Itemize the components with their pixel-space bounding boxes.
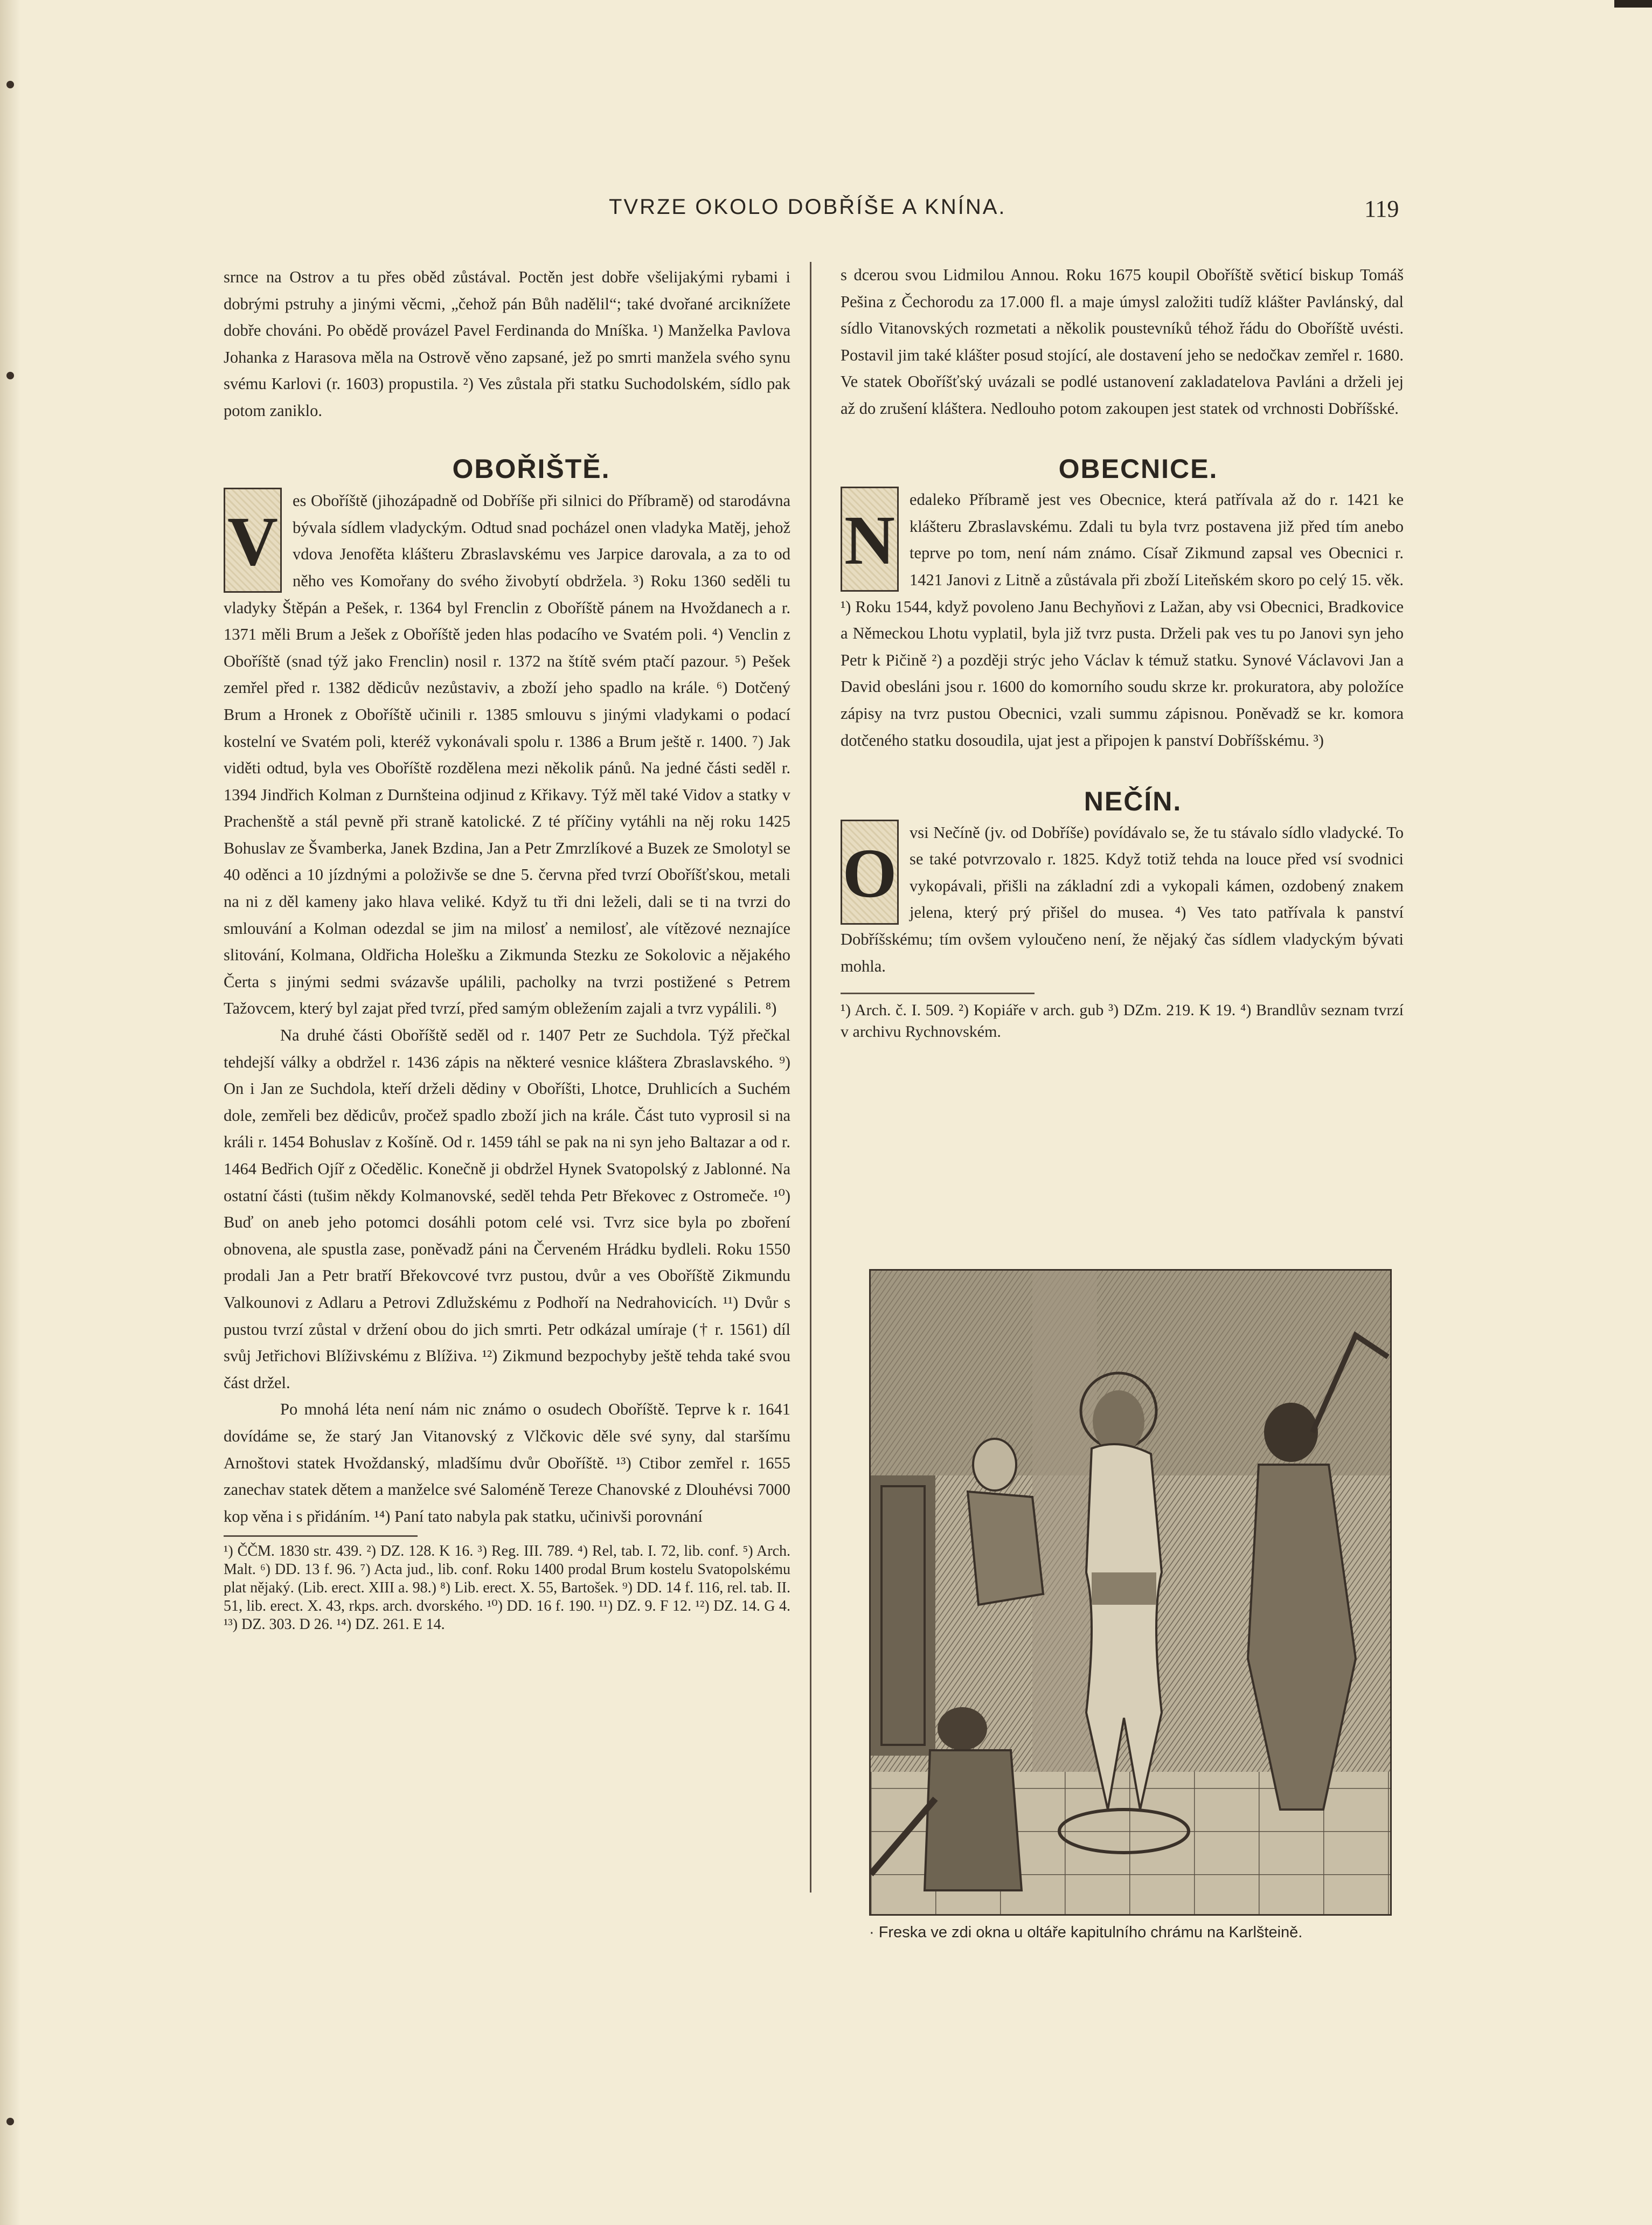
footnote-rule: [224, 1535, 418, 1537]
left-column: [224, 264, 790, 1634]
section-oboriste: [224, 453, 790, 1530]
right-column: [841, 262, 1404, 1043]
fresco-illustration: [869, 1269, 1392, 1916]
right-footnote-text: ¹) Arch. č. I. 509. ²) Kopiáře v arch. gub ³) DZm. 219. K 19. ⁴) Brandlův seznam tvrzí v archivu Rychnovském.: [841, 1001, 1404, 1041]
right-footnotes: [841, 993, 1404, 1043]
footnote-rule: [841, 993, 1035, 994]
decorated-initial-v: V: [224, 488, 282, 593]
oboriste-paragraph-2: Na druhé části Oboříště seděl od r. 1407 Petr ze Suchdola. Týž přečkal tehdejší války a obdržel r. 1436 zápis na některé vesnice kláštera Zbraslavského. ⁹) On i Jan ze Suchdola, kteří drželi dědiny v Oboříšti, Lhotce, Druhlicích a Suchém dole, zemřeli bez dědicův, pročež spadlo zboží jich na krále. Část tuto vyprosil si na králi r. 1454 Bohuslav z Košíně. Od r. 1459 táhl se pak na ni syn jeho Baltazar a od r. 1464 Bedřich Ojíř z Očedělic. Konečně ji obdržel Hynek Svatopolský z Jablonné. Na ostatní části (tušim někdy Kolmanovské, seděl tehda Petr Břekovec z Ostromeče. ¹⁰) Buď on aneb jeho potomci dosáhli potom celé vsi. Tvrz sice byla po zboření obnovena, ale spustla zase, poněvadž páni na Červeném Hrádku bydleli. Roku 1550 prodali Jan a Petr bratří Břekovcové tvrz pustou, dvůr a ves Oboříště Zikmundu Valkounovi z Adlaru a Petrovi Zdlužskému z Podhoří na Nedrahovicích. ¹¹) Dvůr s pustou tvrzí zůstal v držení obou do jich smrti. Petr odkázal umíraje († r. 1561) díl svůj Jetřichovi Blíživskému z Blíživa. ¹²) Zikmund bezpochyby ještě tehda také svou část držel.: [224, 1026, 790, 1392]
left-footnotes: [224, 1535, 790, 1634]
oboriste-paragraph-3: Po mnohá léta není nám nic známo o osudech Oboříště. Teprve k r. 1641 dovídáme se, že starý Jan Vitanovský z Vlčkovic děle své syny, dal staršímu Arnoštovi statek Hvoždanský, mladšímu dvůr Oboříště. ¹³) Ctibor zemřel r. 1655 zanechav statek dětem a manželce své Saloméně Tereze Chanovské z Dlouhévsi 7000 kop věna i s přidáním. ¹⁴) Paní tato nabyla pak statku, učinivši porovnání: [224, 1400, 790, 1526]
page-number: 119: [1364, 196, 1399, 222]
section-obecnice: [841, 453, 1404, 754]
intro-paragraph: srnce na Ostrov a tu přes oběd zůstával. Poctěn jest dobře všelijakými rybami i dobrými pstruhy a jinými věcmi, „čehož pán Bůh nadělil“; také dvořané arciknížete dobře chováni. Po obědě provázel Pavel Ferdinanda do Mníška. ¹) Manželka Pavlova Johanka z Harasova měla na Ostrově věno zapsané, jež po smrti manžela svého synu svému Karlovi (r. 1603) propustila. ²) Ves zůstala při statku Suchodolském, sídlo pak potom zaniklo.: [224, 268, 790, 420]
fresco-engraving: [871, 1271, 1390, 1914]
binding-mark: [6, 81, 14, 88]
column-divider: [810, 262, 811, 1893]
section-heading-oboriste: OBOŘIŠTĚ.: [452, 453, 610, 484]
right-intro-paragraph: s dcerou svou Lidmilou Annou. Roku 1675 koupil Oboříště světicí biskup Tomáš Pešina z Čechorodu za 17.000 fl. a maje úmysl založiti tudíž klášter Pavlánský, dal sídlo Vitanovských rozmetati a několik poustevníků téhož řádu do Oboříště uvésti. Postavil jim také klášter posud stojící, ale dostavení jeho se nedočkav zemřel r. 1680. Ve statek Oboříšťský uvázali se podlé ustanovení zakladatelova Pavláni a drželi jej až do zrušení kláštera. Nedlouho potom zakoupen jest statek od vrchnosti Dobříšské.: [841, 266, 1404, 418]
illustration-caption: · Freska ve zdi okna u oltáře kapitulního chrámu na Karlšteině.: [869, 1924, 1303, 1941]
binding-mark: [6, 2118, 14, 2125]
obecnice-paragraph: edaleko Příbramě jest ves Obecnice, která patřívala až do r. 1421 ke klášteru Zbraslavskému. Zdali tu byla tvrz postavena již před tím anebo teprve po tom, není nám známo. Císař Zikmund zapsal ves Obecnici r. 1421 Janovi z Litně a zůstávala při zboží Liteňském skoro po celý 15. věk. ¹) Roku 1544, když povoleno Janu Bechyňovi z Lažan, aby vsi Obecnici, Bradkovice a Německou Lhotu vyplatil, byla již tvrz pusta. Drželi pak ves tu po Janovi syn jeho Petr k Pičině ²) a později strýc jeho Václav k témuž statku. Synové Václavovi Jan a David obesláni jsou r. 1600 do komorního soudu skrze kr. prokuratora, aby položíce zápisy na tvrz pustou Obecnici, vzali summu zápisnou. Poněvadž se kr. komora dotčeného statku dosoudila, ujat jest a připojen k panství Dobříšskému. ³): [841, 490, 1404, 750]
decorated-initial-o: O: [841, 820, 899, 925]
necin-paragraph: vsi Nečíně (jv. od Dobříše) povídávalo se, že tu stávalo sídlo vladycké. To se také potvrzovalo r. 1825. Když totiž tehda na louce před vsí svodnici vykopávali, přišli na základní zdi a vykopali kámen, ozdobený znakem jelena, který prý přišel do musea. ⁴) Ves tato patřívala k panství Dobříšskému; tím ovšem vyloučeno není, že nějaký čas sídlem vladyckým bývati mohla.: [841, 823, 1404, 975]
section-heading-obecnice: OBECNICE.: [1058, 453, 1218, 484]
scan-corner-mark: [1614, 0, 1652, 8]
oboriste-paragraph-1: es Oboříště (jihozápadně od Dobříše při silnici do Příbramě) od starodávna bývala sídlem vladyckým. Odtud snad pocházel onen vladyka Matěj, jehož vdova Jenofěta klášteru Zbraslavskému ves Jarpice darovala, a za to od něho ves Komořany do svého živobytí obdržela. ³) Roku 1360 seděli tu vladyky Štěpán a Pešek, r. 1364 byl Frenclin z Oboříště pánem na Hvoždanech a r. 1371 měli Brum a Ješek z Oboříště jeden hlas podacího ve Svatém poli. ⁴) Venclin z Oboříště (snad týž jako Frenclin) nosil r. 1372 na štítě svém ptačí pazour. ⁵) Pešek zemřel před r. 1382 dědicův nezůstaviv, a zboží jeho spadlo na krále. ⁶) Dotčený Brum a Hronek z Oboříště učinili r. 1385 smlouvu s jinými vladykami o podací kostelní ve Svatém poli, kteréž vykonávali spolu r. 1386 a Brum ještě r. 1400. ⁷) Jak viděti odtud, byla ves Oboříště rozdělena mezi několik pánů. Na jedné části seděl r. 1394 Jindřich Kolman z Durnšteina odjinud z Křikavy. Týž měl také Vidov a statky v Prachenště a stál pevně při straně katolické. Z té příčiny vytáhli na něj roku 1425 Bohuslav ze Švamberka, Janek Bzdina, Jan a Petr Zmrzlíkové a Buzek ze Smolotyl se 40 oděnci a 10 jízdnými a položivše se dne 5. června před tvrzí Oboříšťskou, metali na ni z děl kameny jako hlava veliké. Když tu tři dni leželi, dali se ti na tvrzi do smlouvání a Kolman odezdal se jim na milosť a nemilosť, ale vítězové neznajíce slitování, Kolmana, Oldřicha Holešku a Zikmunda Stezku ze Sokolovic a nějakého Čerta s jinými sedmi svázavše upálili, pacholky na tvrzi postižené s Petrem Tažovcem, který byl zajat před tvrzí, před samým obležením zajali a tvrz vypálili. ⁸): [224, 491, 790, 1018]
binding-mark: [6, 372, 14, 379]
page-edge-shadow: [0, 0, 20, 2225]
decorated-initial-n: N: [841, 487, 899, 592]
left-footnote-text: ¹) ČČM. 1830 str. 439. ²) DZ. 128. K 16. ³) Reg. III. 789. ⁴) Rel, tab. I. 72, lib. conf. ⁵) Arch. Malt. ⁶) DD. 13 f. 96. ⁷) Acta jud., lib. conf. Roku 1400 prodal Brum kostelu Svatopolskému plat nějaký. (Lib. erect. XIII a. 98.) ⁸) Lib. erect. X. 55, Bartošek. ⁹) DD. 14 f. 116, rel. tab. II. 51, lib. erect. X. 43, rkps. arch. dvorského. ¹⁰) DD. 16 f. 190. ¹¹) DZ. 9. F 12. ¹²) DZ. 14. G 4. ¹³) DZ. 303. D 26. ¹⁴) DZ. 261. E 14.: [224, 1543, 790, 1633]
running-header: TVRZE OKOLO DOBŘÍŠE A KNÍNA.: [609, 195, 1007, 219]
section-heading-necin: NEČÍN.: [1084, 786, 1182, 817]
section-necin: [841, 788, 1404, 980]
